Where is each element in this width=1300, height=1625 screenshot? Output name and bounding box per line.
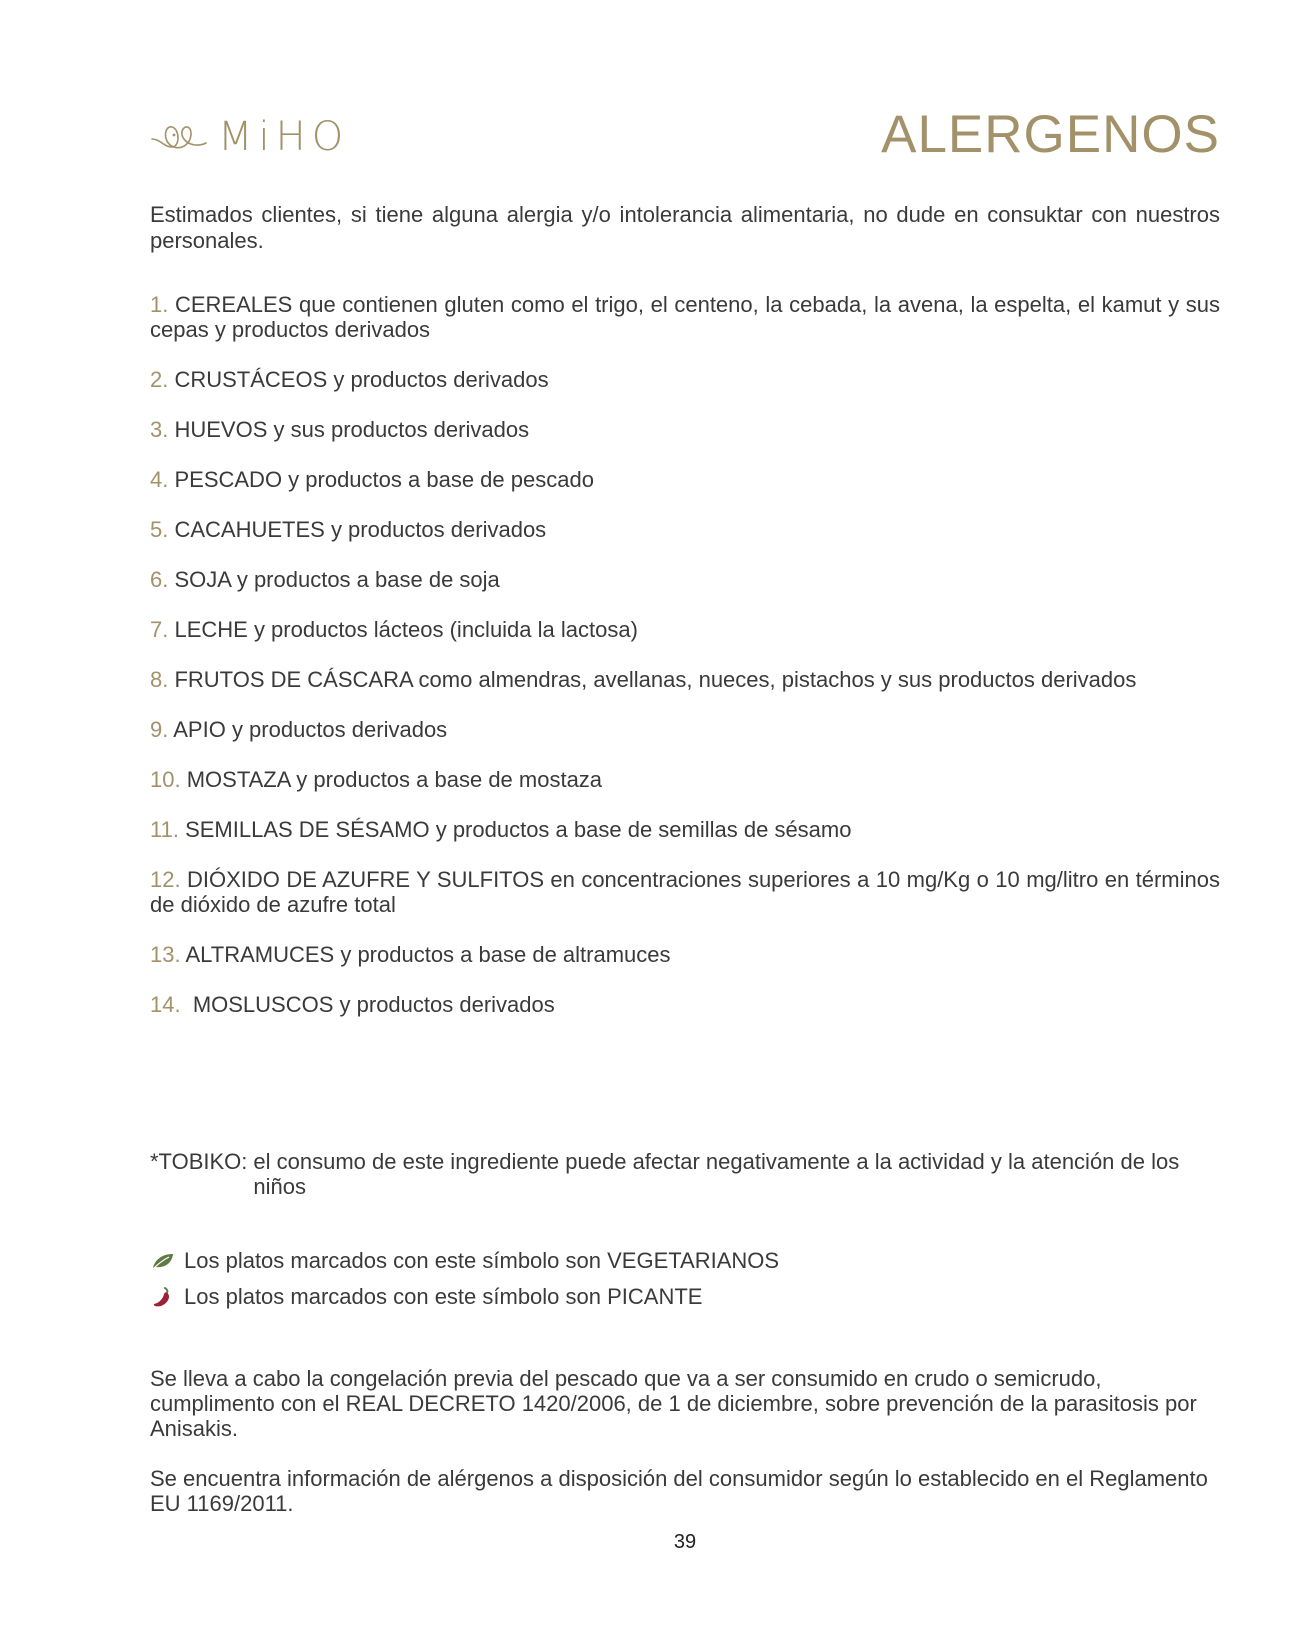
item-number: 7.	[150, 617, 169, 642]
item-text: DIÓXIDO DE AZUFRE Y SULFITOS en concentraciones superiores a 10 mg/Kg o 10 mg/litro en términos de dióxido de azufre total	[150, 867, 1220, 917]
item-number: 12.	[150, 867, 181, 892]
list-item	[150, 667, 1220, 692]
item-number: 11.	[150, 817, 179, 842]
item-text: CRUSTÁCEOS y productos derivados	[168, 367, 549, 392]
item-text: LECHE y productos lácteos (incluida la lactosa)	[168, 617, 638, 642]
list-item	[150, 767, 1220, 792]
item-number: 5.	[150, 517, 169, 542]
legend-vegetarian	[150, 1243, 1220, 1279]
item-text: CACAHUETES y productos derivados	[168, 517, 547, 542]
item-number: 1.	[150, 292, 169, 317]
item-text: PESCADO y productos a base de pescado	[168, 467, 594, 492]
legend-spicy	[150, 1279, 1220, 1315]
regulation-note: Se encuentra información de alérgenos a disposición del consumidor según lo establecido en el Reglamento EU 1169/2011.	[150, 1466, 1208, 1516]
tobiko-label: *TOBIKO:	[150, 1149, 248, 1174]
list-item	[150, 292, 1220, 342]
allergen-page	[150, 0, 1220, 1625]
item-text: ALTRAMUCES y productos a base de altramuces	[180, 942, 671, 967]
item-number: 8.	[150, 667, 169, 692]
item-text: HUEVOS y sus productos derivados	[168, 417, 530, 442]
fish-logo-icon	[150, 117, 212, 157]
brand-logo	[150, 112, 349, 162]
item-text: APIO y productos derivados	[168, 717, 448, 742]
list-item	[150, 417, 1220, 442]
item-text: SEMILLAS DE SÉSAMO y productos a base de semillas de sésamo	[178, 817, 852, 842]
list-item	[150, 817, 1220, 842]
item-number: 4.	[150, 467, 169, 492]
item-number: 2.	[150, 367, 169, 392]
page-title: ALERGENOS	[881, 105, 1220, 164]
leaf-icon	[150, 1248, 176, 1274]
list-item	[150, 992, 1220, 1017]
item-number: 14.	[150, 992, 181, 1017]
list-item	[150, 867, 1220, 917]
item-text: FRUTOS DE CÁSCARA como almendras, avellanas, nueces, pistachos y sus productos derivados	[168, 667, 1137, 692]
item-number: 13.	[150, 942, 181, 967]
tobiko-text: el consumo de este ingrediente puede afectar negativamente a la actividad y la atención de los niños	[253, 1149, 1180, 1199]
list-item	[150, 942, 1220, 967]
tobiko-note	[150, 1149, 1220, 1199]
list-item	[150, 717, 1220, 742]
symbol-legend	[150, 1243, 1220, 1315]
list-item	[150, 567, 1220, 592]
item-text: CEREALES que contienen gluten como el trigo, el centeno, la cebada, la avena, la espelta, el kamut y sus cepas y productos derivados	[150, 292, 1220, 342]
allergen-list	[150, 292, 1220, 1042]
chili-pepper-icon	[150, 1284, 176, 1310]
item-text: SOJA y productos a base de soja	[168, 567, 500, 592]
list-item	[150, 367, 1220, 392]
logo-wordmark: MiHO	[218, 114, 350, 160]
item-number: 9.	[150, 717, 169, 742]
item-text: MOSTAZA y productos a base de mostaza	[180, 767, 603, 792]
item-number: 10.	[150, 767, 181, 792]
item-text: MOSLUSCOS y productos derivados	[180, 992, 555, 1017]
intro-paragraph: Estimados clientes, si tiene alguna alergia y/o intolerancia alimentaria, no dude en consuktar con nuestros personales.	[150, 202, 1220, 253]
legend-text: Los platos marcados con este símbolo son PICANTE	[184, 1284, 703, 1309]
list-item	[150, 617, 1220, 642]
page-number: 39	[673, 1531, 697, 1553]
item-number: 6.	[150, 567, 169, 592]
legend-text: Los platos marcados con este símbolo son VEGETARIANOS	[184, 1248, 780, 1273]
list-item	[150, 467, 1220, 492]
item-number: 3.	[150, 417, 169, 442]
list-item	[150, 517, 1220, 542]
anisakis-note: Se lleva a cabo la congelación previa del pescado que va a ser consumido en crudo o semicrudo, cumplimento con el REAL DECRETO 1420/2006, de 1 de diciembre, sobre prevención de la parasitosis por Anisakis.	[150, 1366, 1197, 1441]
